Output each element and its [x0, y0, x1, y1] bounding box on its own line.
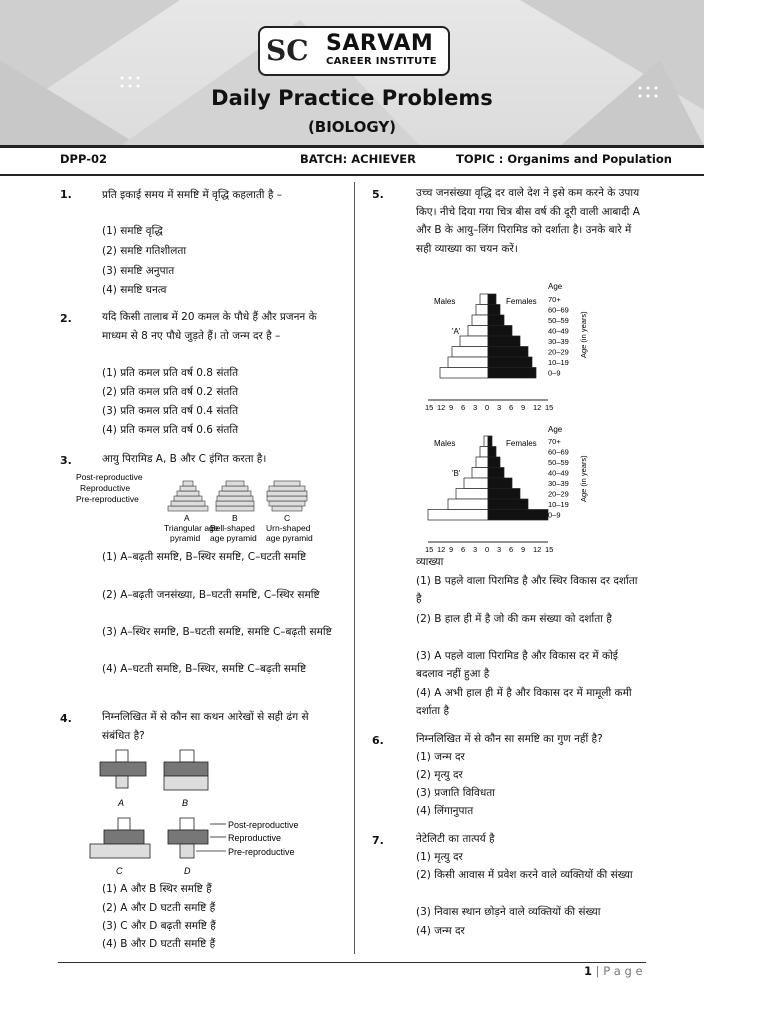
question-number: 4.	[60, 712, 72, 725]
fig-label: Pre-reproductive	[76, 494, 139, 504]
page-title: Daily Practice Problems	[211, 86, 493, 110]
female-bar	[488, 447, 496, 458]
age-label: 70+	[548, 437, 561, 446]
subject-title: (BIOLOGY)	[307, 118, 397, 136]
female-bar	[488, 326, 512, 337]
age-label: 10–19	[548, 500, 569, 509]
male-bar	[476, 457, 488, 468]
batch-label: BATCH: ACHIEVER	[300, 152, 416, 166]
pyramid-diagram-figure	[88, 746, 338, 878]
question-number: 1.	[60, 188, 72, 201]
tick-label: 3	[497, 403, 502, 412]
tick-label: 0	[485, 545, 490, 552]
tick-label: 9	[521, 545, 526, 552]
tick-label: 9	[449, 403, 454, 412]
male-bar	[456, 489, 488, 500]
fig-label: Females	[506, 439, 537, 448]
female-bar	[488, 510, 548, 521]
page-label: | P a g e	[595, 964, 643, 978]
option: (3) A–स्थिर समष्टि, B–घटती समष्टि, समष्टि C–बढ़ती समष्टि	[102, 626, 332, 638]
logo-name: SARVAM	[326, 31, 434, 56]
tick-label: 3	[497, 545, 502, 552]
fig-label: C	[116, 866, 123, 876]
question-text: निम्नलिखित में से कौन सा समष्टि का गुण नहीं है?	[416, 733, 603, 745]
tick-label: 12	[437, 403, 446, 412]
page-margin	[704, 0, 768, 1024]
male-bar	[428, 510, 488, 521]
question-text: उच्च जनसंख्या वृद्धि दर वाले देश ने इसे कम करने के उपाय किए। नीचे दिया गया चित्र बीस वर्ष की दूरी वाली आबादी A और B के आयु–लिंग पिरामिड को दर्शाता है। उनके बारे में सही व्याख्या का चयन करें।	[416, 187, 640, 255]
age-sex-pyramid-figure	[420, 280, 600, 552]
tick-label: 12	[437, 545, 446, 552]
fig-caption: pyramid	[170, 533, 201, 543]
option: (1) समष्टि वृद्धि	[102, 225, 163, 237]
female-bar	[488, 305, 500, 316]
option: (3) समष्टि अनुपात	[102, 265, 175, 277]
age-label: 30–39	[548, 337, 569, 346]
fig-caption: Urn-shaped	[266, 523, 311, 533]
male-bar	[472, 315, 488, 326]
male-bar	[464, 478, 488, 489]
option: (2) मृत्यु दर	[416, 769, 463, 781]
option: (3) C और D बढ़ती समष्टि हैं	[102, 920, 216, 932]
fig-axis-label: Age (in years)	[579, 455, 588, 502]
option: (2) किसी आवास में प्रवेश करने वाले व्यक्तियों की संख्या	[416, 869, 633, 881]
age-label: 20–29	[548, 347, 569, 357]
option: (1) प्रति कमल प्रति वर्ष 0.8 संतति	[102, 367, 239, 379]
age-label: 20–29	[548, 489, 569, 499]
option: (2) समष्टि गतिशीलता	[102, 245, 187, 257]
explanation-label: व्याख्या	[416, 556, 444, 568]
fig-label: Age	[548, 425, 563, 434]
female-bar	[488, 436, 492, 447]
age-pyramid-figure	[76, 470, 336, 550]
female-bar	[488, 478, 512, 489]
question-text: आयु पिरामिड A, B और C इंगित करता है।	[102, 453, 267, 465]
question-text: निम्नलिखित में से कौन सा कथन आरेखों से सही ढंग से संबंधित है?	[102, 711, 309, 742]
question-number: 5.	[372, 188, 384, 201]
male-bar	[480, 294, 488, 305]
tick-label: 15	[425, 403, 434, 412]
option: (3) निवास स्थान छोड़ने वाले व्यक्तियों की संख्या	[416, 906, 601, 918]
fig-label: Males	[434, 297, 456, 306]
male-bar	[440, 368, 488, 379]
option: (2) A और D घटती समष्टि हैं	[102, 902, 216, 914]
age-label: 0–9	[548, 510, 561, 520]
option: (3) प्रति कमल प्रति वर्ष 0.4 संतति	[102, 405, 239, 417]
tick-label: 6	[461, 545, 466, 552]
male-bar	[468, 326, 488, 337]
logo-subtitle: CAREER INSTITUTE	[326, 56, 437, 67]
fig-caption: B	[232, 513, 238, 523]
fig-caption: C	[284, 513, 291, 523]
age-label: 0–9	[548, 368, 561, 378]
fig-label: Reproductive	[80, 483, 131, 493]
male-bar	[472, 468, 488, 479]
dpp-label: DPP-02	[60, 152, 107, 166]
topic-label: TOPIC : Organims and Population	[456, 152, 672, 166]
option: (4) A अभी हाल ही में है और विकास दर में मामूली कमी दर्शाता है	[416, 687, 632, 717]
option: (4) प्रति कमल प्रति वर्ष 0.6 संतति	[102, 424, 239, 436]
female-bar	[488, 357, 532, 368]
question-number: 6.	[372, 734, 384, 747]
logo	[258, 26, 450, 76]
option: (1) जन्म दर	[416, 751, 465, 763]
fig-label: Males	[434, 439, 456, 448]
female-bar	[488, 499, 528, 510]
fig-caption: age pyramid	[266, 533, 313, 543]
tick-label: 12	[533, 545, 542, 552]
tick-label: 15	[545, 545, 554, 552]
option: (4) B और D घटती समष्टि हैं	[102, 938, 216, 950]
male-bar	[460, 336, 488, 347]
fig-caption: age pyramid	[210, 533, 257, 543]
question-number: 7.	[372, 834, 384, 847]
age-label: 50–59	[548, 458, 569, 467]
tick-label: 6	[461, 403, 466, 412]
question-number: 2.	[60, 312, 72, 325]
option: (1) A–बढ़ती समष्टि, B–स्थिर समष्टि, C–घटती समष्टि	[102, 551, 307, 563]
female-bar	[488, 468, 504, 479]
question-text: प्रति इकाई समय में समष्टि में वृद्धि कहलाती है –	[102, 189, 283, 201]
option: (4) जन्म दर	[416, 925, 465, 937]
footer-rule	[58, 962, 646, 963]
fig-axis-label: Age (in years)	[579, 311, 588, 358]
age-label: 40–49	[548, 326, 569, 336]
fig-label: Females	[506, 297, 537, 306]
female-bar	[488, 336, 520, 347]
tick-label: 6	[509, 545, 514, 552]
option: (4) A–घटती समष्टि, B–स्थिर, समष्टि C–बढ़ती समष्टि	[102, 663, 307, 675]
fig-label: Age	[548, 282, 563, 291]
tick-label: 3	[473, 545, 478, 552]
age-label: 50–59	[548, 316, 569, 325]
option: (4) समष्टि घनत्व	[102, 284, 167, 296]
female-bar	[488, 315, 504, 326]
fig-label: 'A'	[452, 327, 461, 336]
option: (3) प्रजाति विविधता	[416, 787, 496, 799]
female-bar	[488, 489, 520, 500]
age-label: 60–69	[548, 447, 569, 457]
fig-caption: Bell-shaped	[210, 523, 255, 533]
age-label: 70+	[548, 295, 561, 304]
question-number: 3.	[60, 454, 72, 467]
option: (2) A–बढ़ती जनसंख्या, B–घटती समष्टि, C–स्थिर समष्टि	[102, 589, 320, 601]
tick-label: 12	[533, 403, 542, 412]
question-text: नेटेलिटी का तात्पर्य है	[416, 833, 495, 845]
fig-legend: Pre-reproductive	[228, 847, 295, 857]
header-rule	[0, 145, 704, 148]
header-banner	[0, 0, 704, 146]
tick-label: 9	[449, 545, 454, 552]
male-bar	[484, 436, 488, 447]
age-label: 60–69	[548, 305, 569, 315]
option: (2) B हाल ही में है जो की कम संख्या को दर्शाता है	[416, 613, 612, 625]
option: (2) प्रति कमल प्रति वर्ष 0.2 संतति	[102, 386, 239, 398]
male-bar	[448, 357, 488, 368]
page-number: 1	[584, 964, 593, 978]
option: (1) मृत्यु दर	[416, 851, 463, 863]
male-bar	[476, 305, 488, 316]
fig-caption: A	[184, 513, 190, 523]
tick-label: 3	[473, 403, 478, 412]
age-label: 30–39	[548, 479, 569, 488]
meta-rule	[0, 174, 704, 176]
female-bar	[488, 457, 500, 468]
age-label: 10–19	[548, 358, 569, 367]
option: (1) B पहले वाला पिरामिड है और स्थिर विकास दर दर्शाता है	[416, 575, 638, 605]
option: (1) A और B स्थिर समष्टि हैं	[102, 883, 212, 895]
fig-label: A	[118, 798, 125, 808]
age-label: 40–49	[548, 468, 569, 478]
male-bar	[448, 499, 488, 510]
female-bar	[488, 368, 536, 379]
tick-label: 6	[509, 403, 514, 412]
tick-label: 15	[425, 545, 434, 552]
column-divider	[354, 182, 355, 954]
male-bar	[480, 447, 488, 458]
fig-label: 'B'	[452, 469, 461, 478]
fig-legend: Reproductive	[228, 833, 282, 843]
fig-legend: Post-reproductive	[228, 820, 299, 830]
female-bar	[488, 347, 528, 358]
tick-label: 15	[545, 403, 554, 412]
option: (4) लिंगानुपात	[416, 805, 474, 817]
option: (3) A पहले वाला पिरामिड है और विकास दर में कोई बदलाव नहीं हुआ है	[416, 650, 618, 680]
tick-label: 9	[521, 403, 526, 412]
fig-caption: Triangular age	[164, 523, 219, 533]
logo-mark: SC	[266, 34, 309, 67]
fig-label: Post-reproductive	[76, 472, 143, 482]
tick-label: 0	[485, 403, 490, 412]
female-bar	[488, 294, 496, 305]
fig-label: B	[182, 798, 189, 808]
fig-label: D	[184, 866, 191, 876]
footer	[584, 964, 643, 978]
question-text: यदि किसी तालाब में 20 कमल के पौधे हैं और प्रजनन के माध्यम से 8 नए पौधे जुड़ते हैं। तो जन्म दर है –	[102, 311, 317, 342]
male-bar	[452, 347, 488, 358]
